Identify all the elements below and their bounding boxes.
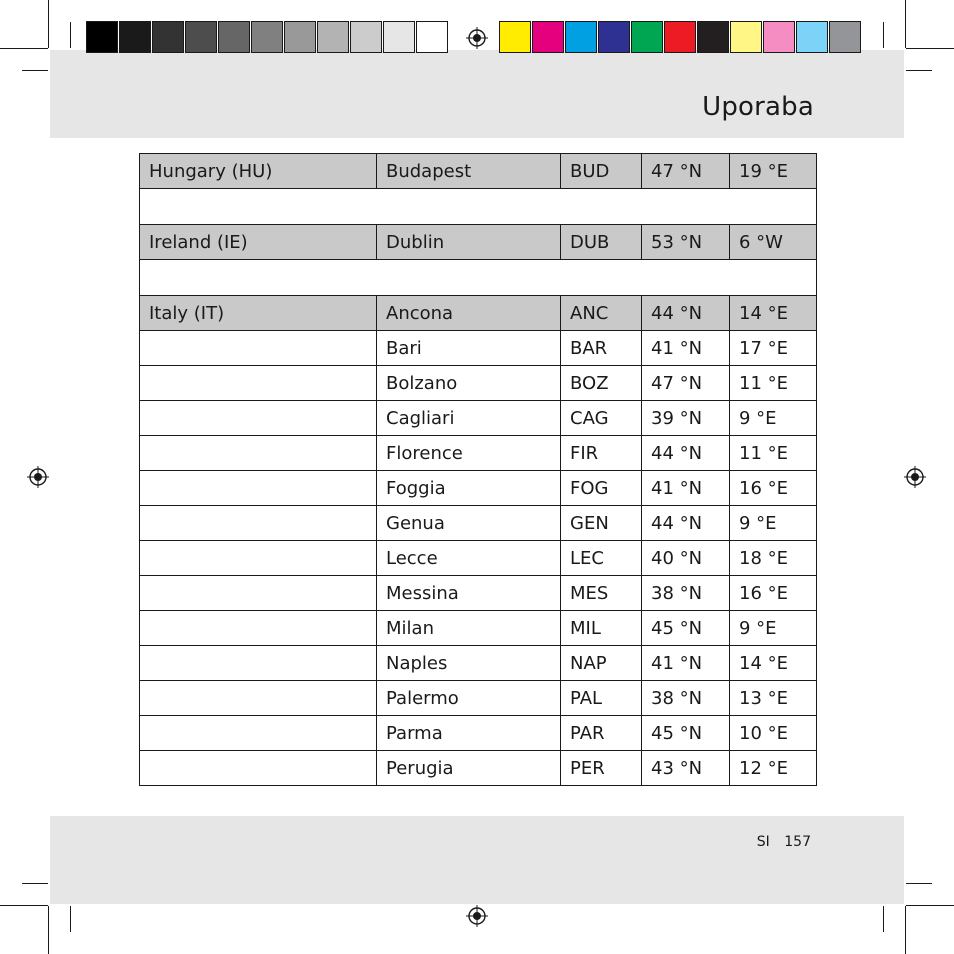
code-cell: BOZ: [561, 366, 642, 401]
longitude-cell: 18 °E: [730, 541, 817, 576]
country-cell: [140, 506, 377, 541]
color-swatch: [317, 21, 349, 53]
page-footer: [747, 834, 811, 850]
table-row: [140, 296, 817, 331]
color-swatch: [383, 21, 415, 53]
color-swatch: [664, 21, 696, 53]
color-swatch: [763, 21, 795, 53]
latitude-cell: 41 °N: [642, 471, 730, 506]
crop-mark: [22, 70, 48, 71]
city-cell: Bolzano: [377, 366, 561, 401]
latitude-cell: 38 °N: [642, 681, 730, 716]
table-row: [140, 646, 817, 681]
city-cell: Parma: [377, 716, 561, 751]
page-number: 157: [784, 834, 811, 850]
table-row: [140, 471, 817, 506]
crop-mark: [906, 70, 932, 71]
language-code: SI: [756, 834, 770, 850]
city-cell: Cagliari: [377, 401, 561, 436]
crop-mark: [48, 906, 49, 954]
country-cell: [140, 331, 377, 366]
crop-mark: [905, 0, 906, 48]
table-row: [140, 366, 817, 401]
crop-mark: [70, 22, 71, 48]
color-swatch: [119, 21, 151, 53]
table-row: [140, 611, 817, 646]
latitude-cell: 41 °N: [642, 646, 730, 681]
latitude-cell: 53 °N: [642, 225, 730, 260]
city-cell: Bari: [377, 331, 561, 366]
code-cell: NAP: [561, 646, 642, 681]
code-cell: ANC: [561, 296, 642, 331]
table-row: [140, 541, 817, 576]
crop-mark: [0, 905, 48, 906]
latitude-cell: 44 °N: [642, 296, 730, 331]
footer-band: [50, 816, 904, 904]
crop-mark: [22, 883, 48, 884]
table-row: [140, 751, 817, 786]
color-swatch: [565, 21, 597, 53]
latitude-cell: 38 °N: [642, 576, 730, 611]
latitude-cell: 45 °N: [642, 716, 730, 751]
country-cell: [140, 611, 377, 646]
crop-mark: [48, 0, 49, 48]
code-cell: LEC: [561, 541, 642, 576]
color-swatch: [796, 21, 828, 53]
spacer-cell: [140, 189, 817, 225]
latitude-cell: 47 °N: [642, 154, 730, 189]
location-table: [139, 153, 817, 786]
country-cell: [140, 681, 377, 716]
longitude-cell: 14 °E: [730, 296, 817, 331]
country-cell: Hungary (HU): [140, 154, 377, 189]
code-cell: BUD: [561, 154, 642, 189]
latitude-cell: 45 °N: [642, 611, 730, 646]
page-title: Uporaba: [702, 92, 814, 122]
longitude-cell: 9 °E: [730, 611, 817, 646]
code-cell: MIL: [561, 611, 642, 646]
color-swatch: [598, 21, 630, 53]
latitude-cell: 43 °N: [642, 751, 730, 786]
longitude-cell: 13 °E: [730, 681, 817, 716]
latitude-cell: 41 °N: [642, 331, 730, 366]
city-cell: Florence: [377, 436, 561, 471]
color-swatch: [532, 21, 564, 53]
crop-mark: [883, 906, 884, 932]
city-cell: Palermo: [377, 681, 561, 716]
spacer-row: [140, 260, 817, 296]
table-row: [140, 225, 817, 260]
country-cell: [140, 716, 377, 751]
registration-mark-icon: [27, 466, 49, 488]
city-cell: Budapest: [377, 154, 561, 189]
crop-mark: [906, 905, 954, 906]
city-cell: Perugia: [377, 751, 561, 786]
spacer-cell: [140, 260, 817, 296]
country-cell: [140, 436, 377, 471]
country-cell: [140, 541, 377, 576]
country-cell: Ireland (IE): [140, 225, 377, 260]
code-cell: GEN: [561, 506, 642, 541]
latitude-cell: 47 °N: [642, 366, 730, 401]
color-swatch: [218, 21, 250, 53]
longitude-cell: 9 °E: [730, 401, 817, 436]
longitude-cell: 14 °E: [730, 646, 817, 681]
longitude-cell: 11 °E: [730, 436, 817, 471]
code-cell: PAR: [561, 716, 642, 751]
longitude-cell: 11 °E: [730, 366, 817, 401]
color-swatch: [416, 21, 448, 53]
color-swatch: [152, 21, 184, 53]
crop-mark: [906, 883, 932, 884]
gray-color-bar: [86, 21, 449, 55]
city-cell: Naples: [377, 646, 561, 681]
city-cell: Ancona: [377, 296, 561, 331]
color-swatch: [185, 21, 217, 53]
code-cell: FIR: [561, 436, 642, 471]
table-row: [140, 154, 817, 189]
longitude-cell: 6 °W: [730, 225, 817, 260]
longitude-cell: 17 °E: [730, 331, 817, 366]
country-cell: Italy (IT): [140, 296, 377, 331]
crop-mark: [0, 48, 48, 49]
spacer-row: [140, 189, 817, 225]
city-cell: Milan: [377, 611, 561, 646]
color-swatch: [251, 21, 283, 53]
code-cell: FOG: [561, 471, 642, 506]
code-cell: BAR: [561, 331, 642, 366]
longitude-cell: 19 °E: [730, 154, 817, 189]
country-cell: [140, 366, 377, 401]
country-cell: [140, 646, 377, 681]
color-swatch: [631, 21, 663, 53]
code-cell: DUB: [561, 225, 642, 260]
color-swatch: [697, 21, 729, 53]
longitude-cell: 12 °E: [730, 751, 817, 786]
city-cell: Genua: [377, 506, 561, 541]
table-row: [140, 576, 817, 611]
registration-mark-icon: [904, 466, 926, 488]
table-row: [140, 681, 817, 716]
latitude-cell: 40 °N: [642, 541, 730, 576]
code-cell: PAL: [561, 681, 642, 716]
city-cell: Lecce: [377, 541, 561, 576]
city-cell: Dublin: [377, 225, 561, 260]
process-color-bar: [499, 21, 862, 55]
table-row: [140, 506, 817, 541]
code-cell: MES: [561, 576, 642, 611]
table-row: [140, 716, 817, 751]
city-cell: Foggia: [377, 471, 561, 506]
latitude-cell: 44 °N: [642, 436, 730, 471]
country-cell: [140, 471, 377, 506]
color-swatch: [86, 21, 118, 53]
color-swatch: [350, 21, 382, 53]
country-cell: [140, 401, 377, 436]
country-cell: [140, 751, 377, 786]
latitude-cell: 44 °N: [642, 506, 730, 541]
registration-mark-icon: [466, 27, 488, 49]
latitude-cell: 39 °N: [642, 401, 730, 436]
longitude-cell: 9 °E: [730, 506, 817, 541]
color-swatch: [730, 21, 762, 53]
registration-mark-icon: [466, 905, 488, 927]
longitude-cell: 16 °E: [730, 576, 817, 611]
color-swatch: [499, 21, 531, 53]
country-cell: [140, 576, 377, 611]
color-swatch: [284, 21, 316, 53]
city-cell: Messina: [377, 576, 561, 611]
crop-mark: [905, 906, 906, 954]
code-cell: CAG: [561, 401, 642, 436]
color-swatch: [829, 21, 861, 53]
longitude-cell: 10 °E: [730, 716, 817, 751]
table-row: [140, 401, 817, 436]
crop-mark: [906, 48, 954, 49]
crop-mark: [883, 22, 884, 48]
crop-mark: [70, 906, 71, 932]
table-row: [140, 436, 817, 471]
table-row: [140, 331, 817, 366]
code-cell: PER: [561, 751, 642, 786]
longitude-cell: 16 °E: [730, 471, 817, 506]
